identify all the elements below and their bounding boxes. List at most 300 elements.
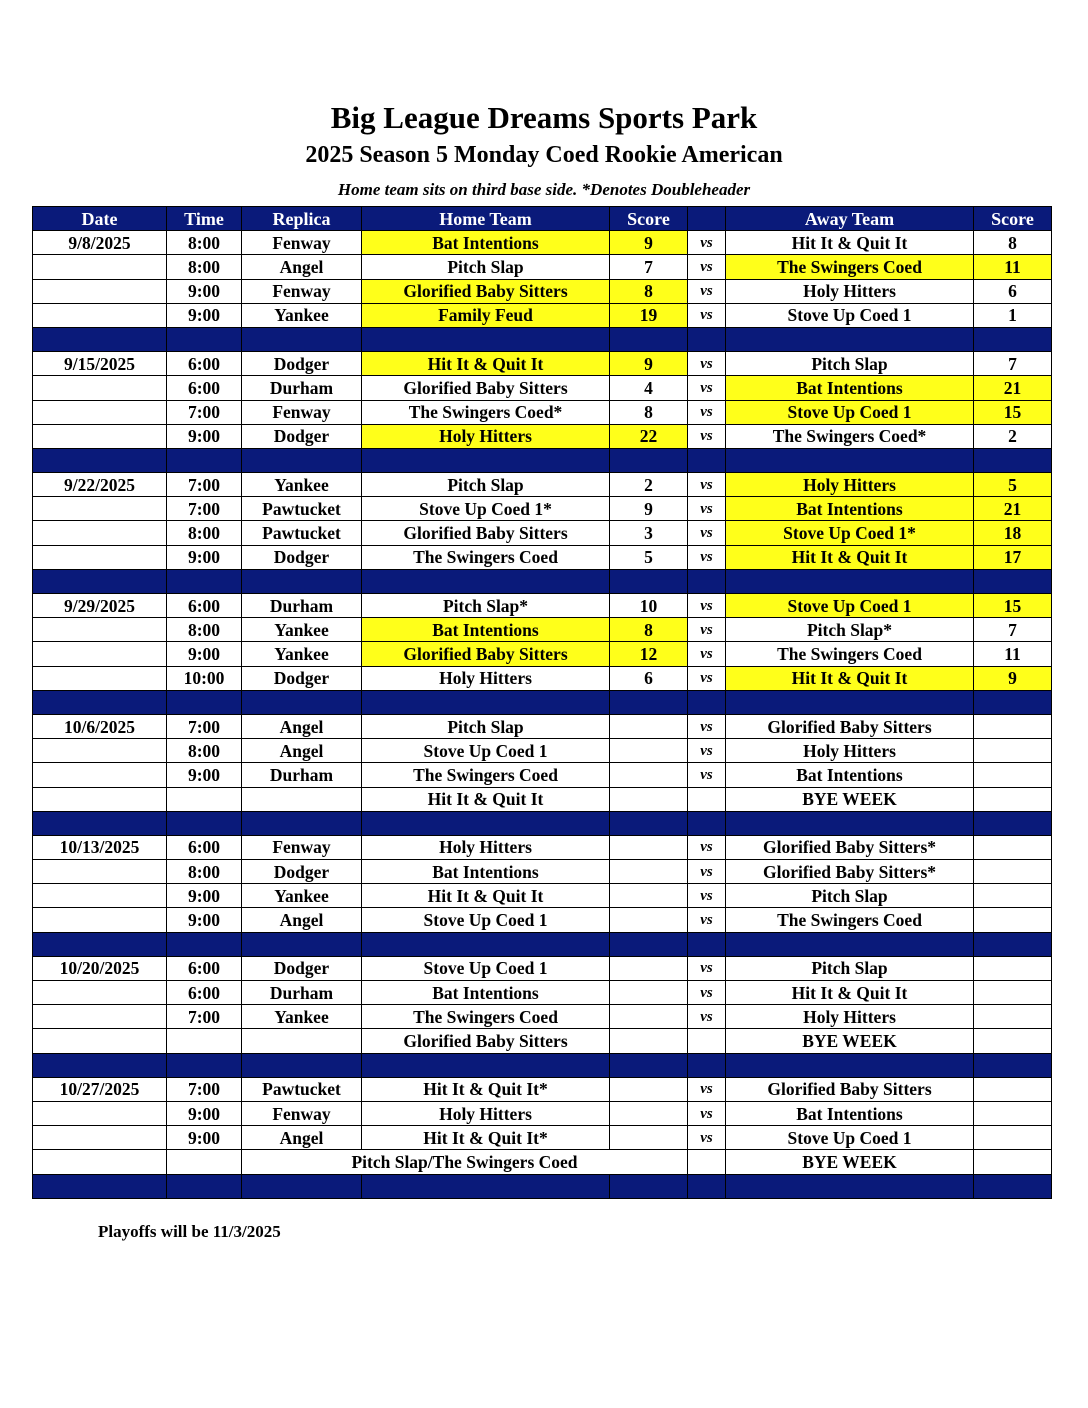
separator-cell [33,448,167,472]
away-team-cell: Stove Up Coed 1 [726,400,974,424]
away-team-cell: The Swingers Coed [726,908,974,932]
page-subtitle: 2025 Season 5 Monday Coed Rookie American [305,142,783,168]
game-row [33,303,1052,327]
replica-cell: Fenway [242,279,362,303]
home-team-cell: Hit It & Quit It [362,352,610,376]
date-cell [33,1126,167,1150]
separator-cell [974,327,1052,351]
time-cell: 8:00 [167,521,242,545]
vs-cell [688,787,726,811]
separator-cell [362,811,610,835]
time-cell: 6:00 [167,352,242,376]
game-row [33,618,1052,642]
replica-cell: Fenway [242,231,362,255]
schedule-table [32,206,1052,1199]
home-team-cell: Family Feud [362,303,610,327]
time-cell [167,1029,242,1053]
separator-cell [610,690,688,714]
time-cell: 7:00 [167,714,242,738]
vs-cell: vs [688,642,726,666]
time-cell: 9:00 [167,424,242,448]
away-score-cell [974,1150,1052,1174]
vs-cell: vs [688,545,726,569]
home-score-cell [610,763,688,787]
week-separator [33,811,1052,835]
separator-cell [33,327,167,351]
date-cell [33,763,167,787]
time-cell: 8:00 [167,618,242,642]
time-cell: 7:00 [167,1005,242,1029]
date-cell [33,739,167,763]
separator-cell [974,690,1052,714]
week-separator [33,1053,1052,1077]
date-cell: 9/15/2025 [33,352,167,376]
time-cell: 7:00 [167,1077,242,1101]
away-score-cell: 8 [974,231,1052,255]
vs-cell: vs [688,424,726,448]
col-header-home-team: Home Team [362,207,610,231]
replica-cell: Dodger [242,545,362,569]
week-separator [33,932,1052,956]
time-cell: 6:00 [167,376,242,400]
replica-cell: Durham [242,376,362,400]
game-row [33,1005,1052,1029]
game-row [33,400,1052,424]
away-score-cell [974,1126,1052,1150]
separator-cell [242,932,362,956]
game-row [33,860,1052,884]
away-team-cell: Hit It & Quit It [726,545,974,569]
vs-cell [688,1150,726,1174]
home-team-cell: Pitch Slap [362,473,610,497]
away-team-cell: Holy Hitters [726,739,974,763]
separator-cell [688,811,726,835]
vs-cell: vs [688,956,726,980]
separator-cell [610,1053,688,1077]
date-cell [33,255,167,279]
game-row [33,545,1052,569]
vs-cell: vs [688,835,726,859]
home-team-cell: Stove Up Coed 1* [362,497,610,521]
game-row [33,424,1052,448]
away-score-cell [974,739,1052,763]
home-score-cell: 10 [610,594,688,618]
vs-cell: vs [688,1101,726,1125]
vs-cell: vs [688,714,726,738]
away-team-cell: Pitch Slap [726,352,974,376]
away-team-cell: Glorified Baby Sitters [726,714,974,738]
away-score-cell [974,835,1052,859]
away-team-cell: Glorified Baby Sitters* [726,835,974,859]
date-cell [33,1005,167,1029]
separator-cell [242,569,362,593]
home-team-cell: Hit It & Quit It [362,787,610,811]
game-row [33,376,1052,400]
separator-cell [242,1053,362,1077]
vs-cell: vs [688,521,726,545]
away-team-cell: Holy Hitters [726,473,974,497]
date-cell [33,860,167,884]
vs-cell: vs [688,1126,726,1150]
vs-cell: vs [688,231,726,255]
separator-cell [688,1174,726,1198]
home-score-cell [610,908,688,932]
game-row [33,763,1052,787]
home-score-cell [610,1077,688,1101]
separator-cell [974,1053,1052,1077]
separator-cell [167,448,242,472]
game-row [33,884,1052,908]
separator-cell [974,811,1052,835]
home-score-cell [610,860,688,884]
separator-cell [242,448,362,472]
home-score-cell: 3 [610,521,688,545]
time-cell: 6:00 [167,594,242,618]
separator-cell [610,1174,688,1198]
time-cell: 9:00 [167,884,242,908]
page-title: Big League Dreams Sports Park [330,100,758,135]
vs-cell: vs [688,763,726,787]
col-header-date: Date [33,207,167,231]
replica-cell: Dodger [242,352,362,376]
away-team-cell: Stove Up Coed 1 [726,303,974,327]
separator-cell [33,569,167,593]
separator-cell [610,569,688,593]
game-row [33,1150,1052,1174]
away-score-cell [974,1077,1052,1101]
week-separator [33,448,1052,472]
away-team-cell: The Swingers Coed [726,255,974,279]
game-row [33,642,1052,666]
away-team-cell: Stove Up Coed 1* [726,521,974,545]
home-score-cell [610,1101,688,1125]
vs-cell: vs [688,908,726,932]
time-cell: 9:00 [167,1101,242,1125]
replica-cell: Angel [242,739,362,763]
replica-cell: Yankee [242,642,362,666]
replica-cell: Fenway [242,1101,362,1125]
header-row [33,207,1052,231]
vs-cell: vs [688,279,726,303]
home-score-cell: 9 [610,231,688,255]
date-cell [33,424,167,448]
home-score-cell [610,787,688,811]
time-cell: 6:00 [167,835,242,859]
replica-cell: Pawtucket [242,1077,362,1101]
away-team-cell: Holy Hitters [726,1005,974,1029]
separator-cell [974,448,1052,472]
separator-cell [362,932,610,956]
vs-cell: vs [688,666,726,690]
replica-cell: Angel [242,714,362,738]
replica-cell: Dodger [242,860,362,884]
separator-cell [362,1053,610,1077]
date-cell [33,981,167,1005]
date-cell [33,400,167,424]
vs-cell: vs [688,594,726,618]
date-cell [33,642,167,666]
separator-cell [610,327,688,351]
away-team-cell: Pitch Slap* [726,618,974,642]
separator-cell [362,327,610,351]
date-cell [33,545,167,569]
separator-cell [362,1174,610,1198]
home-team-cell: Pitch Slap/The Swingers Coed [242,1150,688,1174]
away-score-cell: 1 [974,303,1052,327]
separator-cell [242,327,362,351]
replica-cell: Yankee [242,303,362,327]
away-score-cell: 6 [974,279,1052,303]
separator-cell [726,811,974,835]
date-cell [33,1150,167,1174]
date-cell: 9/22/2025 [33,473,167,497]
separator-cell [167,569,242,593]
replica-cell: Dodger [242,424,362,448]
home-team-cell: Holy Hitters [362,835,610,859]
replica-cell [242,787,362,811]
home-score-cell [610,835,688,859]
home-team-cell: Glorified Baby Sitters [362,1029,610,1053]
date-cell: 9/29/2025 [33,594,167,618]
away-score-cell: 15 [974,400,1052,424]
game-row [33,1077,1052,1101]
date-cell: 10/13/2025 [33,835,167,859]
vs-cell: vs [688,1077,726,1101]
game-row [33,714,1052,738]
separator-cell [167,932,242,956]
col-header-away-team: Away Team [726,207,974,231]
separator-cell [688,448,726,472]
home-score-cell [610,1005,688,1029]
game-row [33,666,1052,690]
separator-cell [726,327,974,351]
replica-cell: Durham [242,981,362,1005]
home-team-cell: Stove Up Coed 1 [362,908,610,932]
home-score-cell [610,1029,688,1053]
away-score-cell [974,1029,1052,1053]
away-score-cell: 21 [974,497,1052,521]
vs-cell: vs [688,303,726,327]
game-row [33,594,1052,618]
col-header-vs [688,207,726,231]
separator-cell [167,1174,242,1198]
time-cell [167,787,242,811]
replica-cell: Fenway [242,835,362,859]
home-team-cell: Glorified Baby Sitters [362,521,610,545]
replica-cell [242,1029,362,1053]
home-team-cell: The Swingers Coed [362,763,610,787]
home-team-cell: Holy Hitters [362,666,610,690]
separator-cell [726,569,974,593]
separator-cell [33,1053,167,1077]
replica-cell: Yankee [242,884,362,908]
home-team-cell: Pitch Slap* [362,594,610,618]
home-team-cell: Pitch Slap [362,255,610,279]
home-team-cell: Glorified Baby Sitters [362,642,610,666]
date-cell: 10/6/2025 [33,714,167,738]
date-cell [33,279,167,303]
home-team-cell: Pitch Slap [362,714,610,738]
away-team-cell: Hit It & Quit It [726,666,974,690]
time-cell: 10:00 [167,666,242,690]
time-cell: 7:00 [167,497,242,521]
vs-cell: vs [688,860,726,884]
game-row [33,1126,1052,1150]
game-row [33,981,1052,1005]
away-team-cell: Bat Intentions [726,497,974,521]
date-cell [33,884,167,908]
separator-cell [726,690,974,714]
separator-cell [33,932,167,956]
away-score-cell [974,1005,1052,1029]
home-score-cell [610,1126,688,1150]
game-row [33,908,1052,932]
away-score-cell: 15 [974,594,1052,618]
away-team-cell: Pitch Slap [726,884,974,908]
away-score-cell [974,908,1052,932]
separator-cell [688,569,726,593]
time-cell: 9:00 [167,545,242,569]
vs-cell: vs [688,981,726,1005]
home-score-cell: 8 [610,279,688,303]
away-score-cell [974,884,1052,908]
replica-cell: Yankee [242,473,362,497]
home-team-cell: Glorified Baby Sitters [362,279,610,303]
date-cell [33,376,167,400]
home-score-cell: 9 [610,352,688,376]
separator-cell [167,327,242,351]
home-team-cell: Holy Hitters [362,1101,610,1125]
home-score-cell: 2 [610,473,688,497]
away-team-cell: Hit It & Quit It [726,231,974,255]
home-team-cell: Glorified Baby Sitters [362,376,610,400]
time-cell: 9:00 [167,763,242,787]
separator-cell [974,1174,1052,1198]
week-separator [33,1174,1052,1198]
time-cell: 8:00 [167,231,242,255]
date-cell: 10/27/2025 [33,1077,167,1101]
time-cell: 8:00 [167,255,242,279]
home-score-cell: 5 [610,545,688,569]
separator-cell [688,932,726,956]
game-row [33,835,1052,859]
vs-cell: vs [688,473,726,497]
away-score-cell [974,787,1052,811]
date-cell [33,521,167,545]
replica-cell: Angel [242,1126,362,1150]
away-team-cell: BYE WEEK [726,1150,974,1174]
playoffs-note: Playoffs will be 11/3/2025 [98,1222,281,1241]
away-team-cell: Bat Intentions [726,1101,974,1125]
home-team-cell: Hit It & Quit It* [362,1126,610,1150]
away-score-cell [974,956,1052,980]
home-team-cell: Hit It & Quit It* [362,1077,610,1101]
week-separator [33,569,1052,593]
away-score-cell: 9 [974,666,1052,690]
away-score-cell: 18 [974,521,1052,545]
away-team-cell: Bat Intentions [726,376,974,400]
separator-cell [726,448,974,472]
vs-cell: vs [688,884,726,908]
away-team-cell: Glorified Baby Sitters [726,1077,974,1101]
home-score-cell: 8 [610,400,688,424]
week-separator [33,690,1052,714]
separator-cell [362,569,610,593]
time-cell: 9:00 [167,642,242,666]
home-score-cell: 6 [610,666,688,690]
date-cell: 9/8/2025 [33,231,167,255]
home-team-cell: Holy Hitters [362,424,610,448]
game-row [33,473,1052,497]
away-score-cell: 11 [974,642,1052,666]
away-team-cell: The Swingers Coed [726,642,974,666]
separator-cell [726,1053,974,1077]
separator-cell [242,690,362,714]
home-score-cell: 9 [610,497,688,521]
vs-cell: vs [688,376,726,400]
time-cell: 7:00 [167,400,242,424]
home-team-cell: Bat Intentions [362,231,610,255]
separator-cell [974,932,1052,956]
game-row [33,1029,1052,1053]
away-team-cell: BYE WEEK [726,1029,974,1053]
away-score-cell [974,981,1052,1005]
replica-cell: Pawtucket [242,521,362,545]
separator-cell [33,811,167,835]
away-score-cell: 5 [974,473,1052,497]
home-team-cell: The Swingers Coed [362,545,610,569]
vs-cell: vs [688,739,726,763]
vs-cell: vs [688,1005,726,1029]
vs-cell: vs [688,352,726,376]
home-score-cell [610,956,688,980]
separator-cell [242,1174,362,1198]
game-row [33,255,1052,279]
col-header-time: Time [167,207,242,231]
separator-cell [167,1053,242,1077]
away-score-cell [974,714,1052,738]
schedule-body [33,231,1052,1199]
home-score-cell: 4 [610,376,688,400]
away-team-cell: Stove Up Coed 1 [726,594,974,618]
col-header-home-score: Score [610,207,688,231]
away-score-cell: 21 [974,376,1052,400]
home-team-cell: Stove Up Coed 1 [362,739,610,763]
home-team-cell: Bat Intentions [362,618,610,642]
home-score-cell: 22 [610,424,688,448]
home-team-cell: Bat Intentions [362,860,610,884]
away-score-cell [974,1101,1052,1125]
date-cell: 10/20/2025 [33,956,167,980]
time-cell: 7:00 [167,473,242,497]
separator-cell [688,1053,726,1077]
date-cell [33,1101,167,1125]
game-row [33,956,1052,980]
game-row [33,521,1052,545]
separator-cell [610,932,688,956]
separator-cell [610,811,688,835]
date-cell [33,497,167,521]
away-score-cell [974,860,1052,884]
away-score-cell: 2 [974,424,1052,448]
away-team-cell: Holy Hitters [726,279,974,303]
time-cell: 8:00 [167,860,242,884]
separator-cell [726,932,974,956]
home-score-cell [610,884,688,908]
away-team-cell: The Swingers Coed* [726,424,974,448]
separator-cell [167,811,242,835]
separator-cell [167,690,242,714]
